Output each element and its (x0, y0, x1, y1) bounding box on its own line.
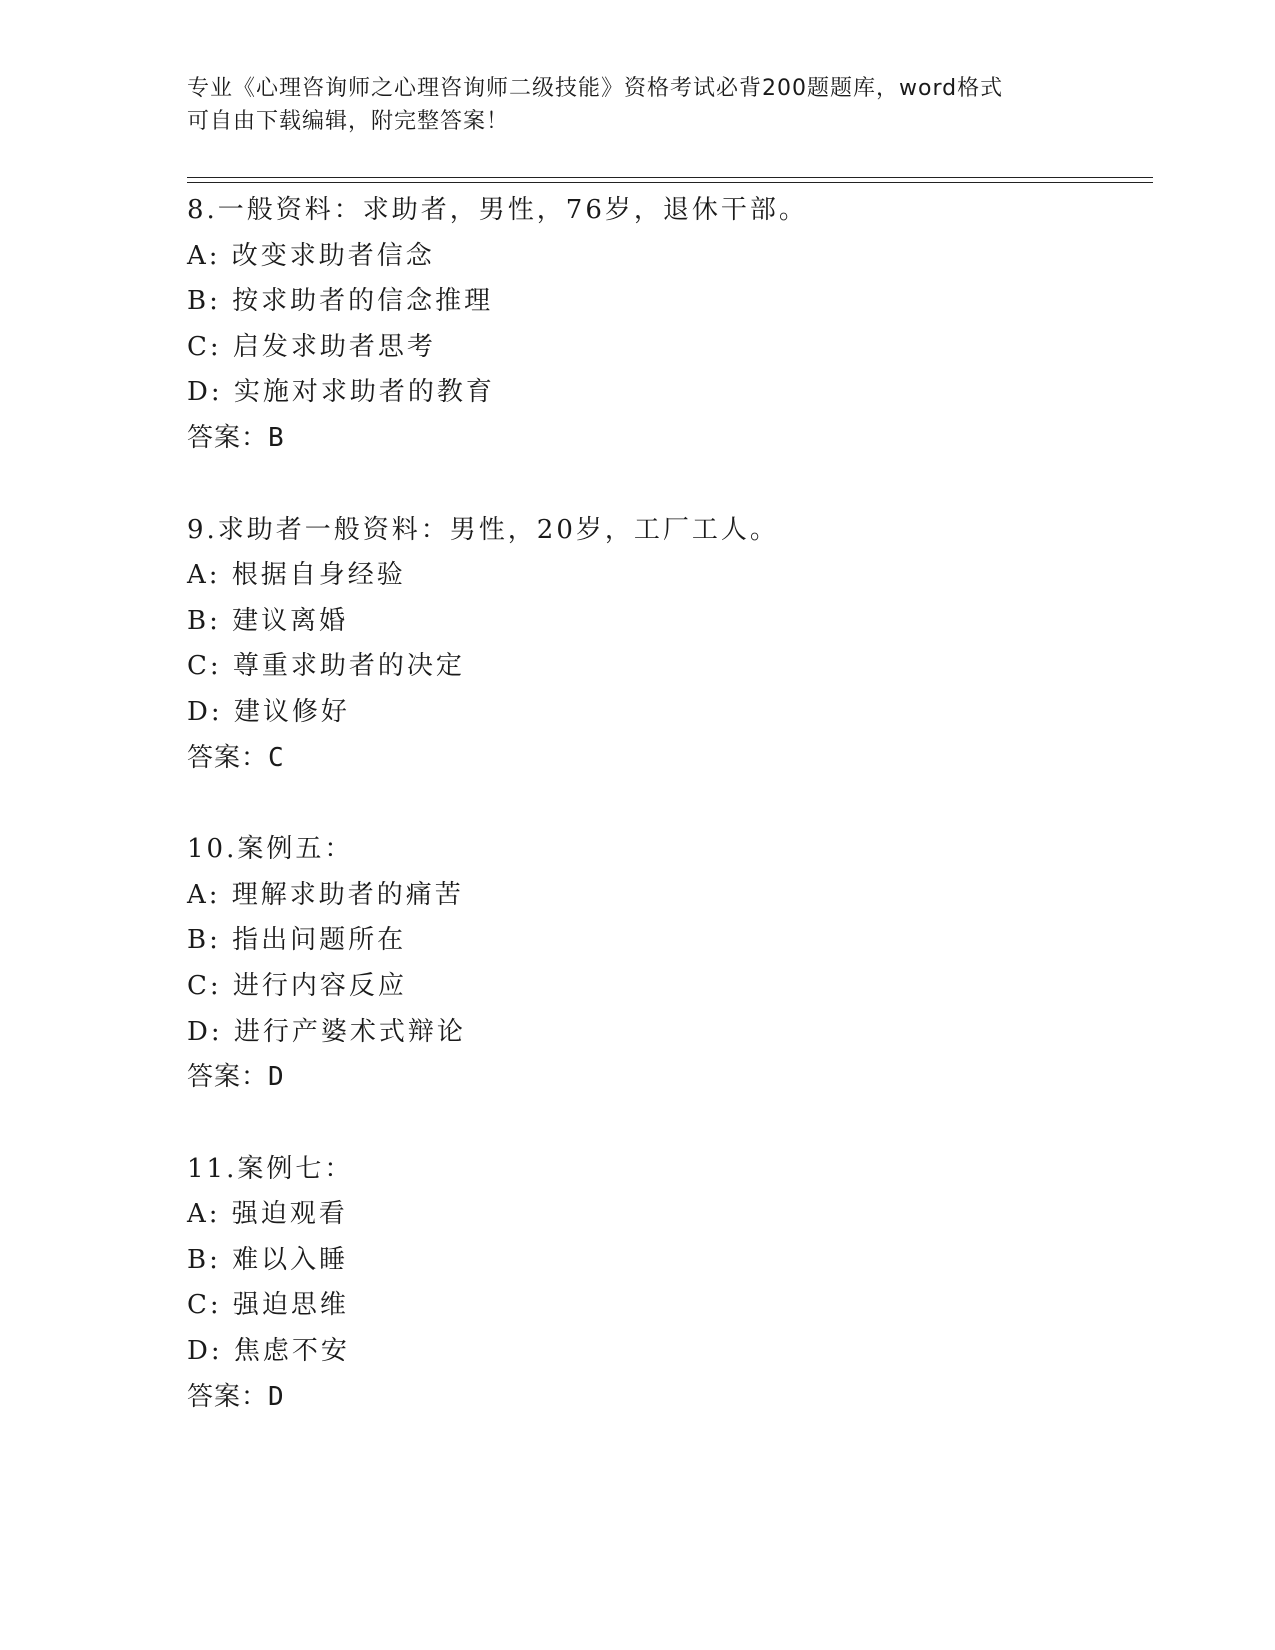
option-b: B: 指出问题所在 (187, 925, 407, 956)
header-divider-bottom (187, 182, 1153, 183)
option-b: B: 按求助者的信念推理 (187, 286, 494, 317)
answer-label: 答案： (187, 1062, 269, 1093)
question-list (187, 188, 1147, 1466)
option-b: B: 难以入睡 (187, 1244, 349, 1275)
question-10 (187, 827, 1147, 1101)
answer-label: 答案： (187, 422, 269, 453)
option-a: A: 改变求助者信念 (187, 240, 435, 271)
question-stem: 11.案例七： (187, 1153, 354, 1184)
option-c: C: 强迫思维 (187, 1290, 349, 1321)
answer-line (187, 1055, 1147, 1101)
option-d: D: 焦虑不安 (187, 1336, 350, 1367)
answer-line (187, 736, 1147, 782)
answer-line (187, 416, 1147, 462)
answer-value: D (268, 1381, 285, 1412)
answer-label: 答案： (187, 1381, 269, 1412)
option-a: A: 理解求助者的痛苦 (187, 879, 464, 910)
option-d: D: 建议修好 (187, 696, 350, 727)
question-stem: 8.一般资料：求助者，男性，76岁，退休干部。 (187, 195, 808, 225)
answer-value: D (268, 1062, 285, 1093)
header-line-1: 专业《心理咨询师之心理咨询师二级技能》资格考试必背200题题库，word格式 (187, 76, 1004, 101)
question-9 (187, 508, 1147, 782)
option-d: D: 进行产婆术式辩论 (187, 1016, 466, 1047)
question-stem: 9.求助者一般资料：男性，20岁，工厂工人。 (187, 514, 779, 545)
option-c: C: 启发求助者思考 (187, 331, 436, 362)
answer-line (187, 1375, 1147, 1421)
option-d: D: 实施对求助者的教育 (187, 377, 495, 408)
document-header (187, 72, 1087, 138)
header-divider-top (187, 177, 1153, 178)
question-stem: 10.案例五： (187, 834, 354, 865)
option-c: C: 尊重求助者的决定 (187, 651, 465, 682)
question-8 (187, 188, 1147, 462)
answer-value: B (268, 422, 285, 453)
option-b: B: 建议离婚 (187, 605, 349, 636)
option-a: A: 强迫观看 (187, 1199, 348, 1230)
option-a: A: 根据自身经验 (187, 560, 406, 591)
answer-label: 答案： (187, 742, 269, 773)
question-11 (187, 1147, 1147, 1421)
option-c: C: 进行内容反应 (187, 970, 407, 1001)
header-line-2: 可自由下载编辑，附完整答案！ (187, 109, 510, 134)
answer-value: C (268, 742, 285, 773)
